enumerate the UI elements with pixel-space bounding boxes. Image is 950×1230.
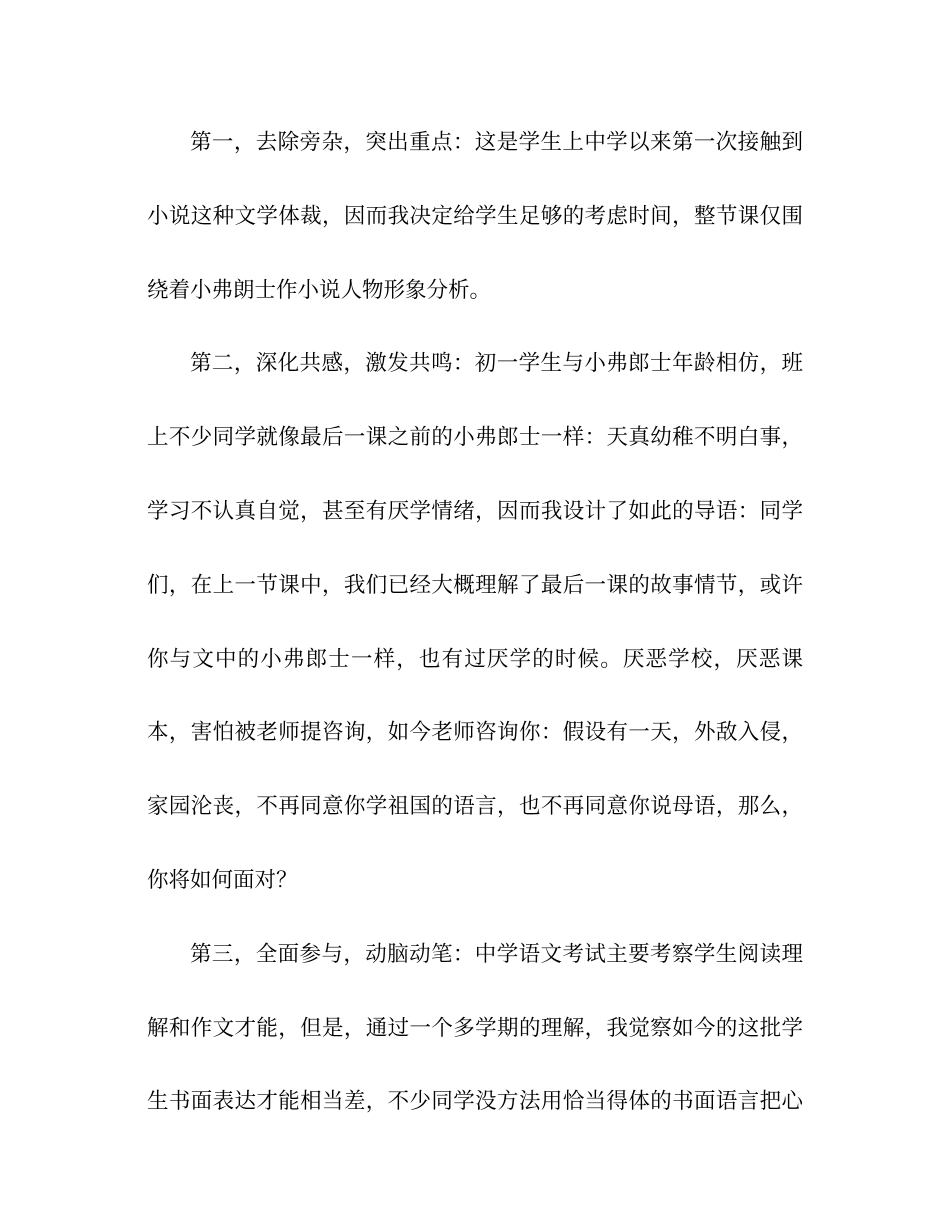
- paragraph-2-line-6: 本，害怕被老师提咨询，如今老师咨询你：假设有一天，外敌入侵，: [147, 720, 803, 746]
- paragraph-3-line-1: 第三，全面参与，动脑动笔：中学语文考试主要考察学生阅读理: [190, 941, 803, 967]
- paragraph-2-line-4: 们，在上一节课中，我们已经大概理解了最后一课的故事情节，或许: [147, 572, 803, 598]
- paragraph-2-line-7: 家园沦丧，不再同意你学祖国的语言，也不再同意你说母语，那么，: [147, 794, 803, 820]
- paragraph-2-line-5: 你与文中的小弗郎士一样，也有过厌学的时候。厌恶学校，厌恶课: [147, 646, 803, 672]
- paragraph-2-line-8: 你将如何面对？: [147, 867, 298, 893]
- paragraph-1-line-1: 第一，去除旁杂，突出重点：这是学生上中学以来第一次接触到: [190, 130, 803, 155]
- body-text: [147, 118, 803, 1151]
- paragraph-3-line-2: 解和作文才能，但是，通过一个多学期的理解，我觉察如今的这批学: [147, 1015, 803, 1041]
- paragraph-2-line-2: 上不少同学就像最后一课之前的小弗郎士一样：天真幼稚不明白事，: [147, 425, 803, 451]
- paragraph-1-line-3: 绕着小弗朗士作小说人物形象分析。: [147, 277, 492, 303]
- paragraph-3-line-3: 生书面表达才能相当差，不少同学没方法用恰当得体的书面语言把心: [147, 1089, 803, 1115]
- paragraph-1-line-2: 小说这种文学体裁，因而我决定给学生足够的考虑时间，整节课仅围: [147, 203, 803, 229]
- paragraph-2-line-1: 第二，深化共感，激发共鸣：初一学生与小弗郎士年龄相仿，班: [190, 351, 803, 377]
- paragraph-2-line-3: 学习不认真自觉，甚至有厌学情绪，因而我设计了如此的导语：同学: [147, 498, 803, 524]
